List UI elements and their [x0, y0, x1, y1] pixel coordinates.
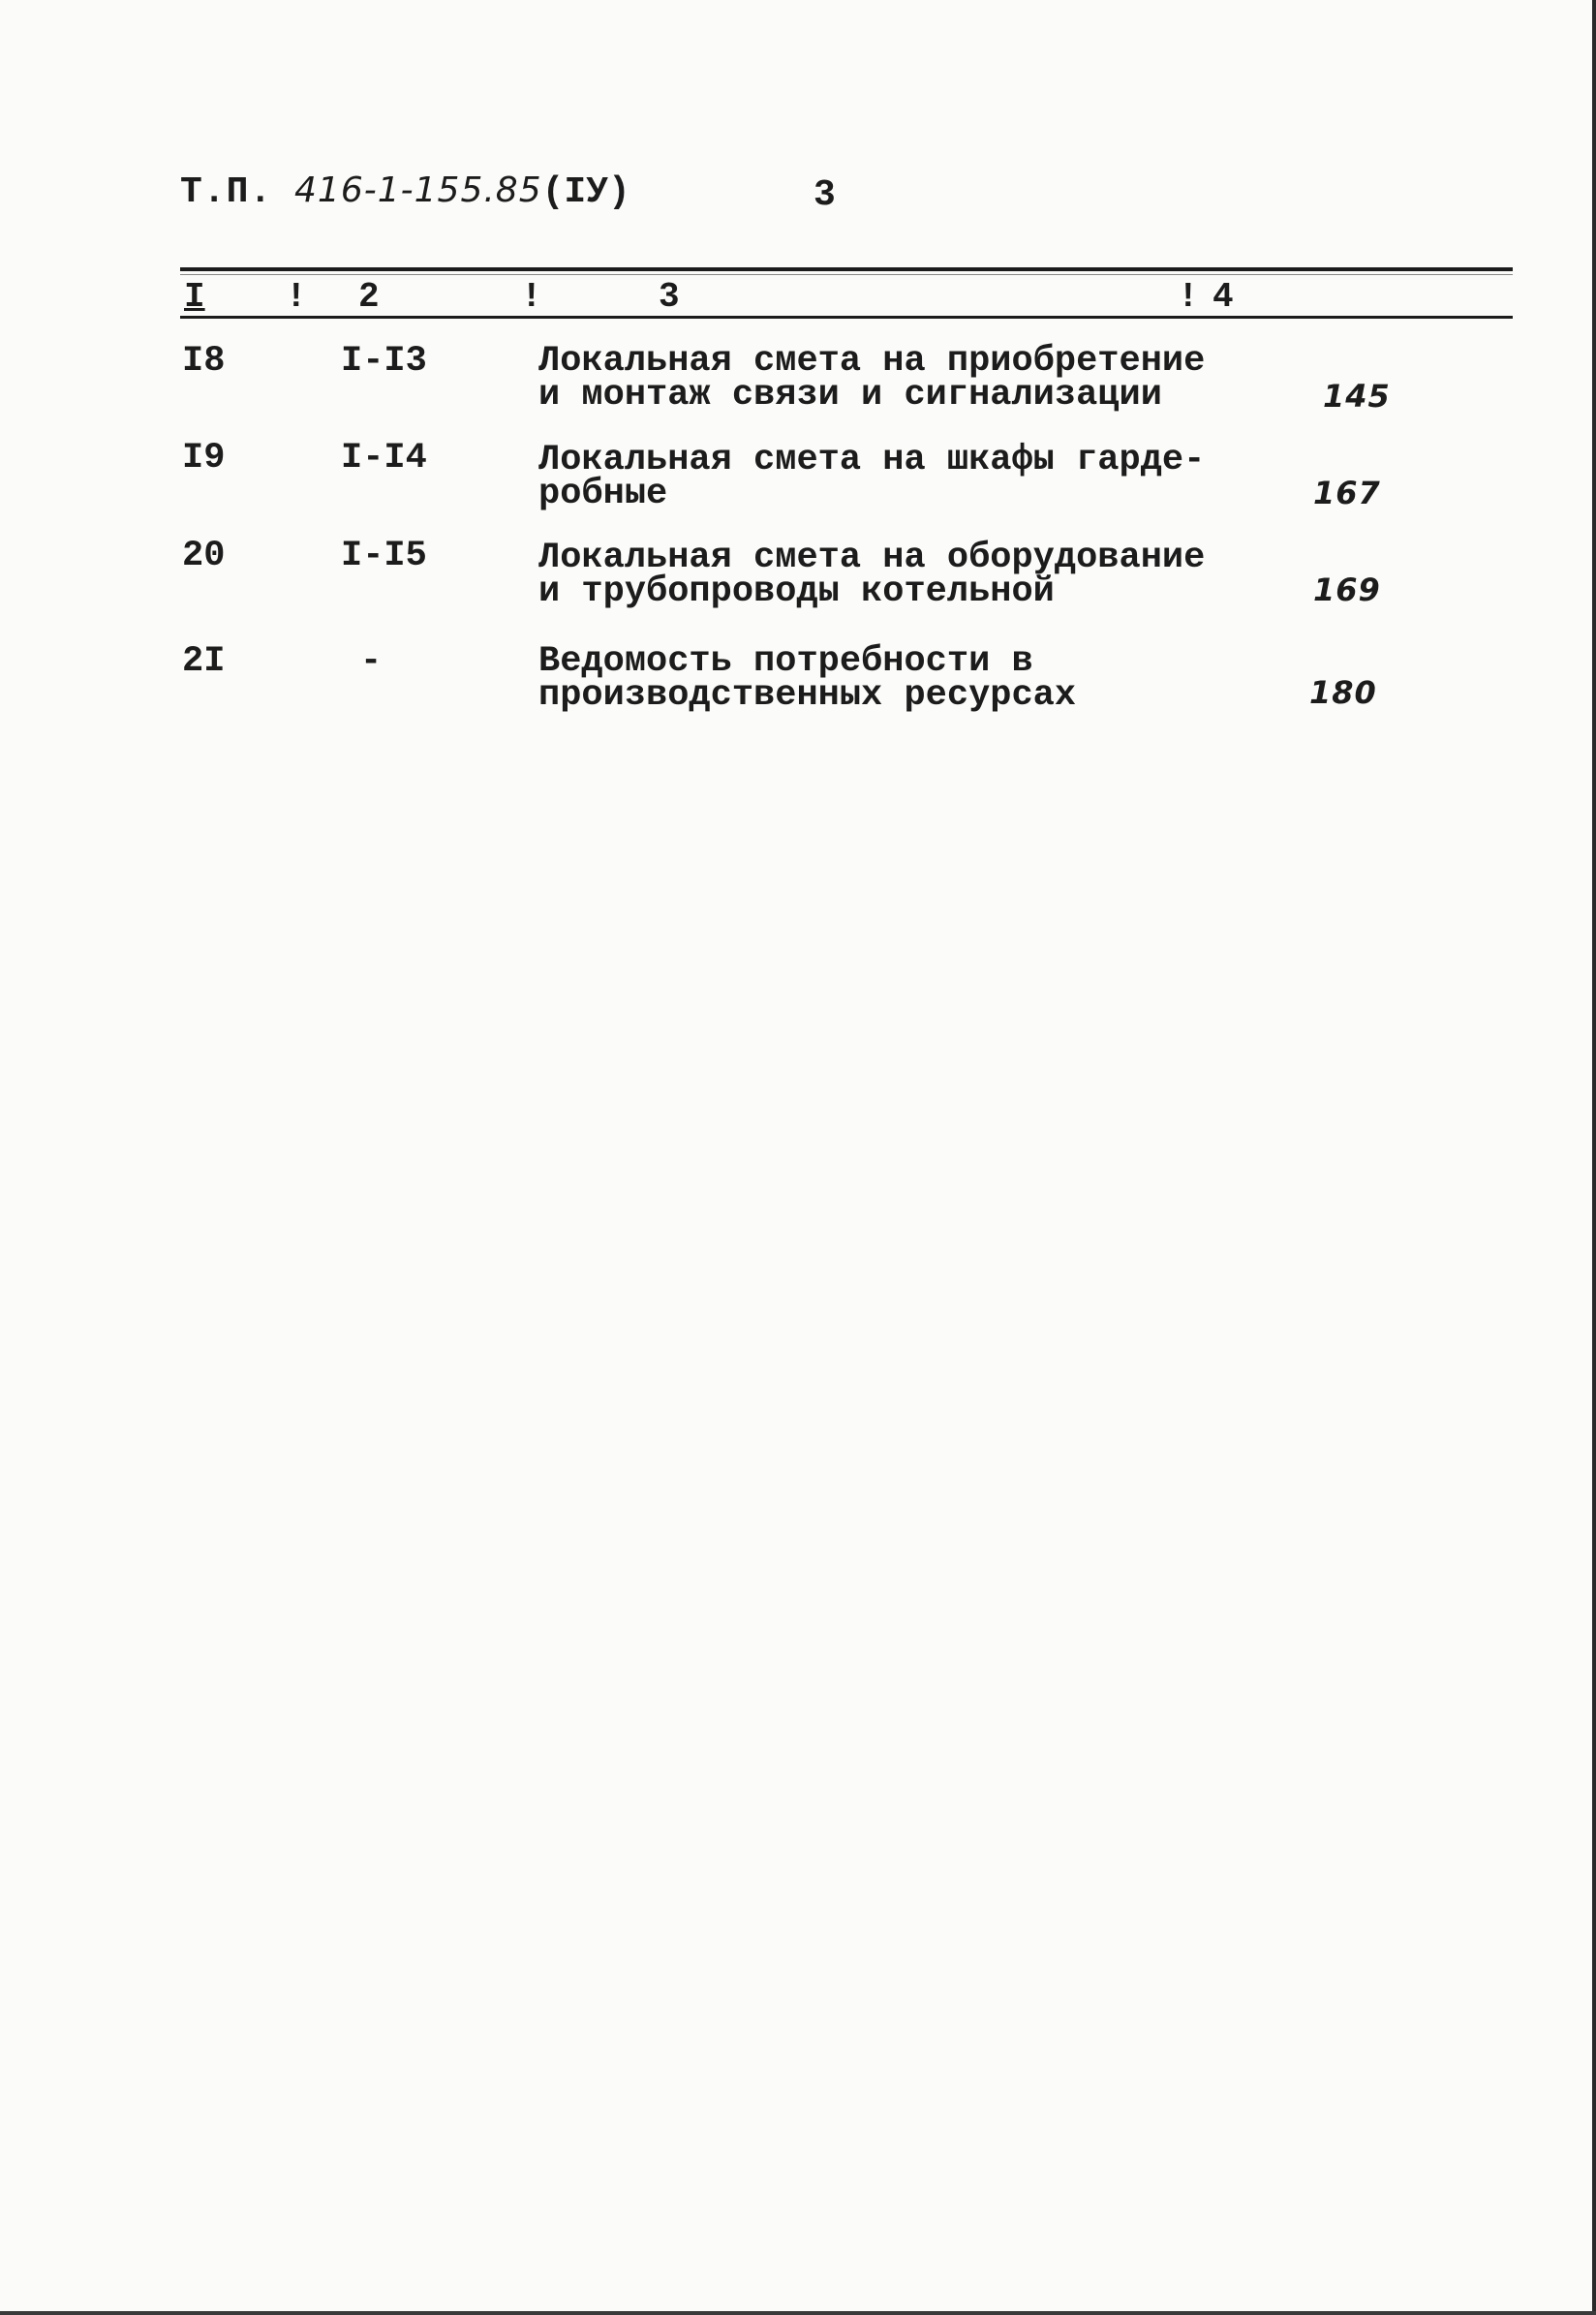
page-number: 3: [813, 174, 836, 216]
header-suffix: (IУ): [541, 171, 630, 213]
column-separator: !: [521, 277, 542, 317]
row-code: I-I5: [341, 536, 427, 576]
row-code: -: [360, 641, 383, 682]
row-number: 2I: [182, 641, 226, 682]
table-header-rule: [180, 316, 1513, 319]
row-page-number: 145: [1323, 378, 1391, 415]
column-header-3: 3: [659, 277, 680, 317]
column-header-2: 2: [358, 277, 380, 317]
row-description-line-1: Локальная смета на приобретение: [538, 341, 1206, 382]
row-description-line-2: и монтаж связи и сигнализации: [538, 375, 1162, 416]
column-separator: !: [286, 277, 307, 317]
table-top-rule-thin: [180, 274, 1513, 275]
row-description-line-1: Локальная смета на оборудование: [538, 538, 1206, 578]
page-edge-bottom: [0, 2311, 1596, 2315]
column-header-4: 4: [1212, 277, 1234, 317]
row-description-line-2: производственных ресурсах: [538, 675, 1077, 716]
row-number: I9: [182, 438, 226, 478]
row-page-number: 169: [1313, 571, 1381, 608]
row-description-line-1: Локальная смета на шкафы гарде-: [538, 440, 1206, 480]
page-edge-right: [1592, 0, 1596, 2315]
row-code: I-I3: [341, 341, 427, 382]
row-number: 20: [182, 536, 226, 576]
project-code: 416-1-155.85: [294, 170, 542, 210]
row-description-line-2: робные: [538, 474, 668, 514]
row-description-line-2: и трубопроводы котельной: [538, 571, 1055, 612]
row-description-line-1: Ведомость потребности в: [538, 641, 1033, 682]
column-header-1: I: [184, 277, 205, 317]
table-top-rule: [180, 267, 1513, 271]
row-page-number: 180: [1309, 674, 1377, 711]
header-prefix: Т.П.: [180, 171, 273, 213]
row-page-number: 167: [1313, 475, 1381, 511]
column-separator: !: [1178, 277, 1199, 317]
row-number: I8: [182, 341, 226, 382]
document-header: [180, 170, 630, 213]
row-code: I-I4: [341, 438, 427, 478]
